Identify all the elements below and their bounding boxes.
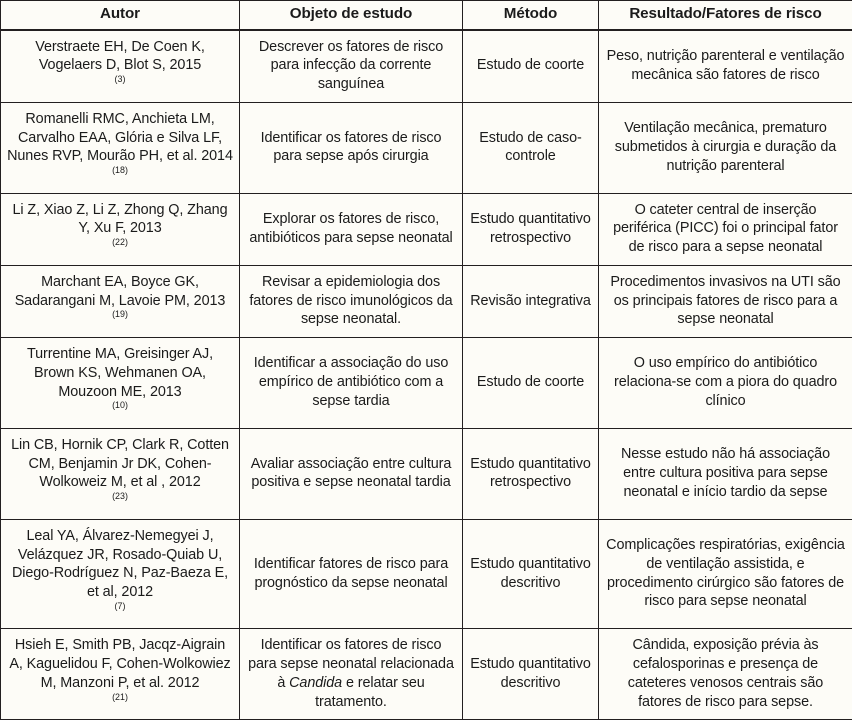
table-header-row bbox=[1, 1, 852, 30]
cell-resultado: Procedimentos invasivos na UTI são os principais fatores de risco para a sepse neonatal bbox=[599, 265, 852, 337]
cell-autor bbox=[1, 265, 240, 337]
table-row bbox=[1, 102, 852, 193]
autor-text: Romanelli RMC, Anchieta LM, Carvalho EAA, Glória e Silva LF, Nunes RVP, Mourão PH, et al. 2014 bbox=[7, 110, 233, 166]
table-row bbox=[1, 338, 852, 429]
autor-reference: (18) bbox=[112, 165, 128, 175]
table-row bbox=[1, 265, 852, 337]
cell-metodo: Estudo quantitativo retrospectivo bbox=[463, 193, 599, 265]
objeto-text-pre: Identificar os fatores de risco para sepse neonatal relacionada à bbox=[248, 637, 454, 690]
cell-autor bbox=[1, 338, 240, 429]
autor-reference: (19) bbox=[112, 310, 128, 320]
cell-metodo: Estudo de coorte bbox=[463, 30, 599, 103]
objeto-text-post: e relatar seu tratamento. bbox=[315, 675, 425, 710]
cell-objeto: Identificar os fatores de risco para sepse após cirurgia bbox=[240, 102, 463, 193]
autor-text: Leal YA, Álvarez-Nemegyei J, Velázquez JR, Rosado-Quiab U, Diego-Rodríguez N, Paz-Baeza E, et al, 2012 bbox=[7, 527, 233, 602]
cell-autor bbox=[1, 428, 240, 519]
cell-resultado: O cateter central de inserção periférica (PICC) foi o principal fator de risco para a sepse neonatal bbox=[599, 193, 852, 265]
autor-text: Turrentine MA, Greisinger AJ, Brown KS, Wehmanen OA, Mouzoon ME, 2013 bbox=[7, 345, 233, 401]
cell-objeto: Avaliar associação entre cultura positiva e sepse neonatal tardia bbox=[240, 428, 463, 519]
table-row bbox=[1, 428, 852, 519]
cell-resultado: Complicações respiratórias, exigência de ventilação assistida, e procedimento cirúrgico são fatores de risco para sepse neonatal bbox=[599, 519, 852, 629]
cell-metodo: Estudo de caso-controle bbox=[463, 102, 599, 193]
autor-reference: (21) bbox=[112, 692, 128, 702]
column-header-resultado: Resultado/Fatores de risco bbox=[599, 1, 852, 30]
table-header bbox=[1, 1, 852, 30]
table-row bbox=[1, 30, 852, 103]
cell-objeto: Identificar fatores de risco para prognóstico da sepse neonatal bbox=[240, 519, 463, 629]
objeto-species-name: Candida bbox=[289, 675, 342, 691]
cell-resultado: O uso empírico do antibiótico relaciona-se com a piora do quadro clínico bbox=[599, 338, 852, 429]
autor-text: Lin CB, Hornik CP, Clark R, Cotten CM, Benjamin Jr DK, Cohen-Wolkoweiz M, et al , 2012 bbox=[7, 436, 233, 492]
cell-autor bbox=[1, 30, 240, 103]
autor-text: Li Z, Xiao Z, Li Z, Zhong Q, Zhang Y, Xu F, 2013 bbox=[7, 201, 233, 238]
cell-objeto: Explorar os fatores de risco, antibióticos para sepse neonatal bbox=[240, 193, 463, 265]
table-row bbox=[1, 629, 852, 720]
cell-metodo: Estudo quantitativo descritivo bbox=[463, 629, 599, 720]
cell-resultado: Ventilação mecânica, prematuro submetidos à cirurgia e duração da nutrição parenteral bbox=[599, 102, 852, 193]
cell-metodo: Estudo quantitativo retrospectivo bbox=[463, 428, 599, 519]
autor-reference: (10) bbox=[112, 400, 128, 410]
cell-resultado: Peso, nutrição parenteral e ventilação mecânica são fatores de risco bbox=[599, 30, 852, 103]
cell-objeto: Descrever os fatores de risco para infecção da corrente sanguínea bbox=[240, 30, 463, 103]
cell-autor bbox=[1, 519, 240, 629]
autor-text: Verstraete EH, De Coen K, Vogelaers D, Blot S, 2015 bbox=[7, 38, 233, 75]
cell-resultado: Nesse estudo não há associação entre cultura positiva para sepse neonatal e início tardio da sepse bbox=[599, 428, 852, 519]
column-header-objeto: Objeto de estudo bbox=[240, 1, 463, 30]
column-header-metodo: Método bbox=[463, 1, 599, 30]
cell-autor bbox=[1, 629, 240, 720]
cell-metodo: Estudo de coorte bbox=[463, 338, 599, 429]
table-body bbox=[1, 30, 852, 720]
cell-metodo: Revisão integrativa bbox=[463, 265, 599, 337]
cell-autor bbox=[1, 193, 240, 265]
autor-text: Hsieh E, Smith PB, Jacqz-Aigrain A, Kaguelidou F, Cohen-Wolkowiez M, Manzoni P, et al. 2012 bbox=[7, 636, 233, 692]
autor-reference: (22) bbox=[112, 237, 128, 247]
cell-objeto: Revisar a epidemiologia dos fatores de risco imunológicos da sepse neonatal. bbox=[240, 265, 463, 337]
table-row bbox=[1, 193, 852, 265]
column-header-autor: Autor bbox=[1, 1, 240, 30]
cell-objeto: Identificar a associação do uso empírico de antibiótico com a sepse tardia bbox=[240, 338, 463, 429]
cell-resultado: Cândida, exposição prévia às cefalosporinas e presença de cateteres venosos centrais são fatores de risco para sepse. bbox=[599, 629, 852, 720]
autor-reference: (23) bbox=[112, 491, 128, 501]
table-row bbox=[1, 519, 852, 629]
cell-metodo: Estudo quantitativo descritivo bbox=[463, 519, 599, 629]
cell-autor bbox=[1, 102, 240, 193]
cell-objeto bbox=[240, 629, 463, 720]
autor-text: Marchant EA, Boyce GK, Sadarangani M, Lavoie PM, 2013 bbox=[7, 273, 233, 310]
autor-reference: (7) bbox=[115, 601, 126, 611]
autor-reference: (3) bbox=[115, 74, 126, 84]
